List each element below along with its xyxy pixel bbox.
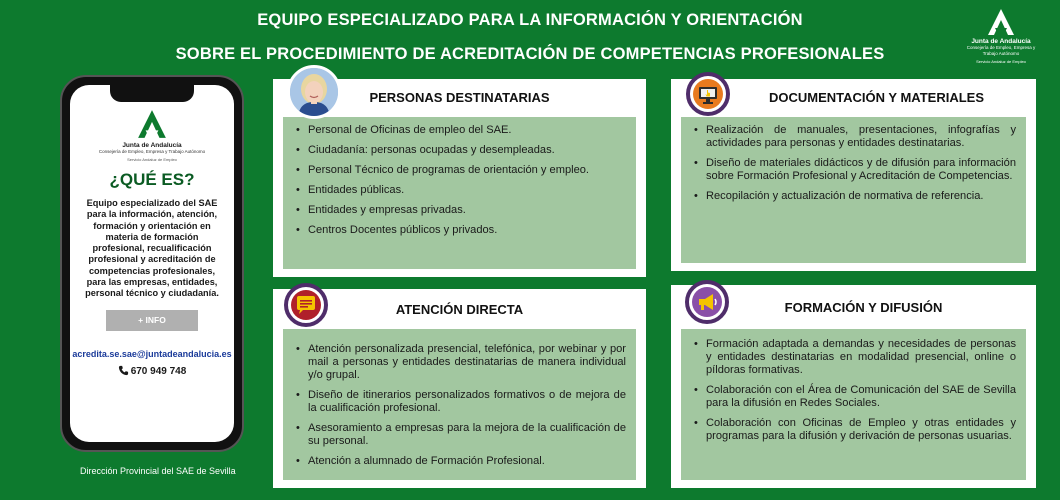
list-item: • Ciudadanía: personas ocupadas y desempleadas.: [295, 144, 626, 157]
card-list-panel: [681, 117, 1026, 263]
list-item: • Centros Docentes públicos y privados.: [295, 224, 626, 237]
que-es-description: Equipo especializado del SAE para la información, atención, formación y orientación en materia de formación profesional, recualificación profesional y acreditación de competencias profesionales, para las empresas, entidades, personal técnico y ciudadanía.: [85, 198, 219, 299]
junta-andalucia-logo: [960, 8, 1042, 64]
logo-name: Junta de Andalucía: [971, 38, 1031, 45]
list-item: • Recopilación y actualización de normativa de referencia.: [693, 190, 1016, 203]
phone-mockup: [60, 75, 244, 452]
list-item: • Colaboración con Oficinas de Empleo y otras entidades y programas para la difusión y derivación de personas usuarias.: [693, 417, 1016, 443]
logo-subtitle: Consejería de Empleo, Empresa y Trabajo Autónomo: [966, 45, 1036, 56]
junta-andalucia-a-icon: [136, 109, 168, 139]
contact-phone[interactable]: [70, 365, 234, 377]
list-item: • Diseño de itinerarios personalizados formativos o de mejora de la cualificación profesional.: [295, 389, 626, 415]
list-item: • Entidades públicas.: [295, 184, 626, 197]
list-item: • Diseño de materiales didácticos y de difusión para información sobre Formación Profesional y Acreditación de Competencias.: [693, 157, 1016, 183]
logo-subtitle-2: Servicio Andaluz de Empleo: [976, 59, 1026, 64]
card-list: [693, 124, 1016, 203]
card-list-panel: [681, 329, 1026, 480]
card-title: PERSONAS DESTINATARIAS: [369, 90, 550, 105]
contact-email[interactable]: acredita.se.sae@juntadeandalucia.es: [72, 348, 232, 359]
card-list: [295, 124, 626, 237]
card-list: [693, 338, 1016, 443]
footer-text: Dirección Provincial del SAE de Sevilla: [80, 466, 236, 476]
list-item: • Asesoramiento a empresas para la mejora de la cualificación de su personal.: [295, 422, 626, 448]
card-title: DOCUMENTACIÓN Y MATERIALES: [769, 90, 984, 105]
card-list-panel: [283, 329, 636, 480]
info-button[interactable]: + INFO: [106, 310, 198, 331]
logo-name: Junta de Andalucía: [122, 142, 182, 149]
page-title-line-2: SOBRE EL PROCEDIMIENTO DE ACREDITACIÓN DE COMPETENCIAS PROFESIONALES: [175, 45, 885, 63]
phone-icon: [118, 365, 129, 376]
phone-screen: [70, 85, 234, 442]
list-item: • Personal de Oficinas de empleo del SAE.: [295, 124, 626, 137]
card-list-panel: [283, 117, 636, 269]
card-title: ATENCIÓN DIRECTA: [395, 302, 524, 317]
card-title: FORMACIÓN Y DIFUSIÓN: [784, 300, 943, 315]
list-item: • Atención personalizada presencial, telefónica, por webinar y por mail a personas y entidades destinatarias de manera individual y/o grupal.: [295, 343, 626, 382]
list-item: • Colaboración con el Área de Comunicación del SAE de Sevilla para la difusión en Redes Sociales.: [693, 384, 1016, 410]
phone-logo: [70, 109, 234, 162]
list-item: • Entidades y empresas privadas.: [295, 204, 626, 217]
list-item: • Personal Técnico de programas de orientación y empleo.: [295, 164, 626, 177]
megaphone-icon: [685, 280, 729, 324]
card-list: [295, 343, 626, 468]
que-es-heading: ¿QUÉ ES?: [109, 170, 195, 189]
card-documentacion-materiales: [671, 79, 1036, 271]
card-formacion-difusion: [671, 285, 1036, 488]
list-item: • Formación adaptada a demandas y necesidades de personas y entidades destinatarias en modalidad presencial, online o píldoras formativas.: [693, 338, 1016, 377]
contact-phone-number: 670 949 748: [130, 365, 187, 377]
list-item: • Realización de manuales, presentaciones, infografías y actividades para personas y entidades destinatarias.: [693, 124, 1016, 150]
logo-subtitle: Consejería de Empleo, Empresa y Trabajo Autónomo: [98, 149, 206, 154]
woman-avatar-icon: [287, 65, 341, 119]
junta-andalucia-a-icon: [986, 8, 1016, 36]
page-title-line-1: EQUIPO ESPECIALIZADO PARA LA INFORMACIÓN Y ORIENTACIÓN: [257, 11, 803, 29]
card-atencion-directa: [273, 289, 646, 488]
phone-notch: [110, 85, 194, 102]
chat-bubble-icon: [284, 283, 328, 327]
monitor-hand-icon: [686, 72, 730, 116]
logo-subtitle-2: Servicio Andaluz de Empleo: [127, 157, 177, 162]
list-item: • Atención a alumnado de Formación Profesional.: [295, 455, 626, 468]
